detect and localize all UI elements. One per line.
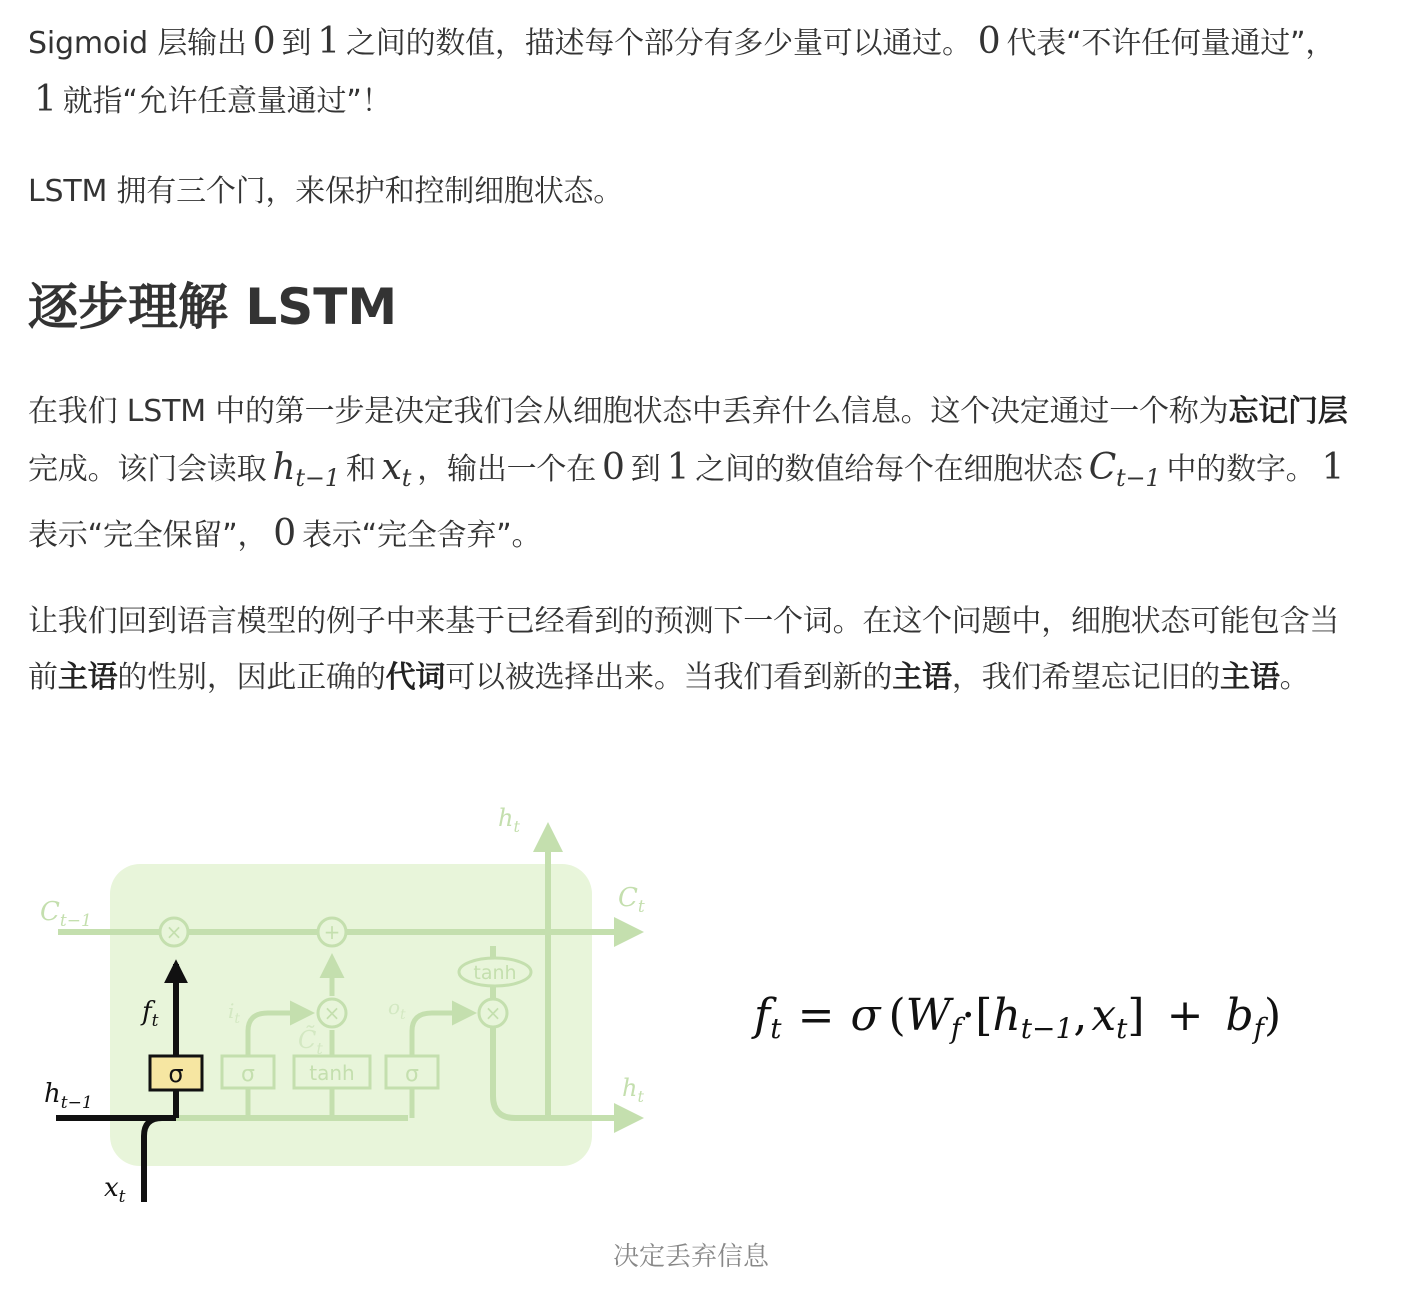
svg-text:+: + bbox=[323, 920, 341, 944]
text: 就指“允许任意量通过”！ bbox=[62, 84, 392, 119]
math-zero: 0 bbox=[602, 447, 625, 488]
paragraph-gates bbox=[28, 164, 1358, 220]
svg-text:tanh: tanh bbox=[473, 962, 517, 984]
math-zero: 0 bbox=[252, 21, 276, 62]
math-one: 1 bbox=[34, 79, 57, 120]
label-i-gate: $i_t$ bbox=[228, 999, 241, 1027]
text: 代表“不许任何量通过”， bbox=[1006, 26, 1336, 61]
svg-text:×: × bbox=[165, 920, 183, 944]
lstm-forget-gate-figure bbox=[28, 796, 1378, 1216]
text: 完成。该门会读取 bbox=[28, 452, 267, 487]
math-zero: 0 bbox=[273, 513, 297, 554]
bold-term: 主语 bbox=[1220, 660, 1280, 695]
bold-term: 代词 bbox=[385, 660, 446, 695]
bold-term: 主语 bbox=[57, 660, 118, 695]
text: 。 bbox=[1279, 660, 1310, 695]
label-c-tilde: $C̃_t$ bbox=[298, 1026, 323, 1058]
paragraph-first-step bbox=[28, 384, 1358, 564]
text: 表示“完全保留”， bbox=[28, 518, 268, 553]
svg-text:σ: σ bbox=[405, 1062, 419, 1087]
text: 可以被选择出来。当我们看到新的 bbox=[445, 660, 893, 695]
paragraph-sigmoid bbox=[28, 14, 1358, 130]
label-h-right: $h_t$ bbox=[622, 1074, 644, 1106]
text: 到 bbox=[630, 452, 661, 487]
math-one: 1 bbox=[317, 21, 340, 62]
svg-text:×: × bbox=[323, 1001, 341, 1025]
label-c-next: $C_t$ bbox=[618, 883, 645, 917]
label-f-gate: $f_t$ bbox=[142, 997, 159, 1031]
bold-term: 忘记门层 bbox=[1228, 394, 1348, 429]
text: 让我们回到语言模型的例子中来基于已经看到的预测下一个词。在这个问题中，细胞状态可能包含当前 bbox=[28, 604, 1340, 695]
text: ，输出一个在 bbox=[417, 452, 597, 487]
math-h-prev: $h_{t-1}$ bbox=[272, 447, 340, 492]
math-one: 1 bbox=[666, 447, 690, 488]
text: 在我们 LSTM 中的第一步是决定我们会从细胞状态中丢弃什么信息。这个决定通过一个称为 bbox=[28, 394, 1229, 429]
figure-caption: 决定丢弃信息 bbox=[612, 1242, 769, 1272]
text: 中的数字。 bbox=[1166, 452, 1316, 487]
text: Sigmoid 层输出 bbox=[28, 26, 247, 61]
svg-text:σ: σ bbox=[168, 1060, 184, 1088]
svg-text:tanh: tanh bbox=[309, 1061, 355, 1085]
svg-text:×: × bbox=[484, 1001, 502, 1025]
math-x-t: $x_t$ bbox=[381, 447, 412, 492]
section-heading: 逐步理解 LSTM bbox=[28, 278, 398, 336]
bold-term: 主语 bbox=[892, 660, 952, 695]
text: LSTM 拥有三个门，来保护和控制细胞状态。 bbox=[28, 174, 624, 209]
lstm-diagram bbox=[28, 796, 1378, 1216]
math-one: 1 bbox=[1321, 447, 1345, 488]
label-o-gate: $o_t$ bbox=[388, 995, 406, 1023]
text: 的性别，因此正确的 bbox=[117, 660, 386, 695]
text: 到 bbox=[281, 26, 312, 61]
text: ，我们希望忘记旧的 bbox=[951, 660, 1221, 695]
text: 表示“完全舍弃”。 bbox=[302, 518, 542, 553]
text: 和 bbox=[345, 452, 376, 487]
math-c-prev: $C_{t-1}$ bbox=[1088, 447, 1161, 492]
text: 之间的数值，描述每个部分有多少量可以通过。 bbox=[345, 26, 972, 61]
paragraph-language-model bbox=[28, 594, 1358, 706]
svg-text:σ: σ bbox=[241, 1062, 255, 1087]
label-h-top: $h_t$ bbox=[498, 804, 520, 836]
label-h-prev: $h_{t-1}$ bbox=[44, 1079, 93, 1113]
forget-gate-equation: ft = σ (Wf·[ht−1,xt] + bf) bbox=[754, 990, 1282, 1045]
label-c-prev: $C_{t-1}$ bbox=[40, 897, 92, 931]
label-x-in: $x_t$ bbox=[104, 1173, 126, 1207]
math-zero: 0 bbox=[977, 21, 1001, 62]
text: 之间的数值给每个在细胞状态 bbox=[695, 452, 1083, 487]
